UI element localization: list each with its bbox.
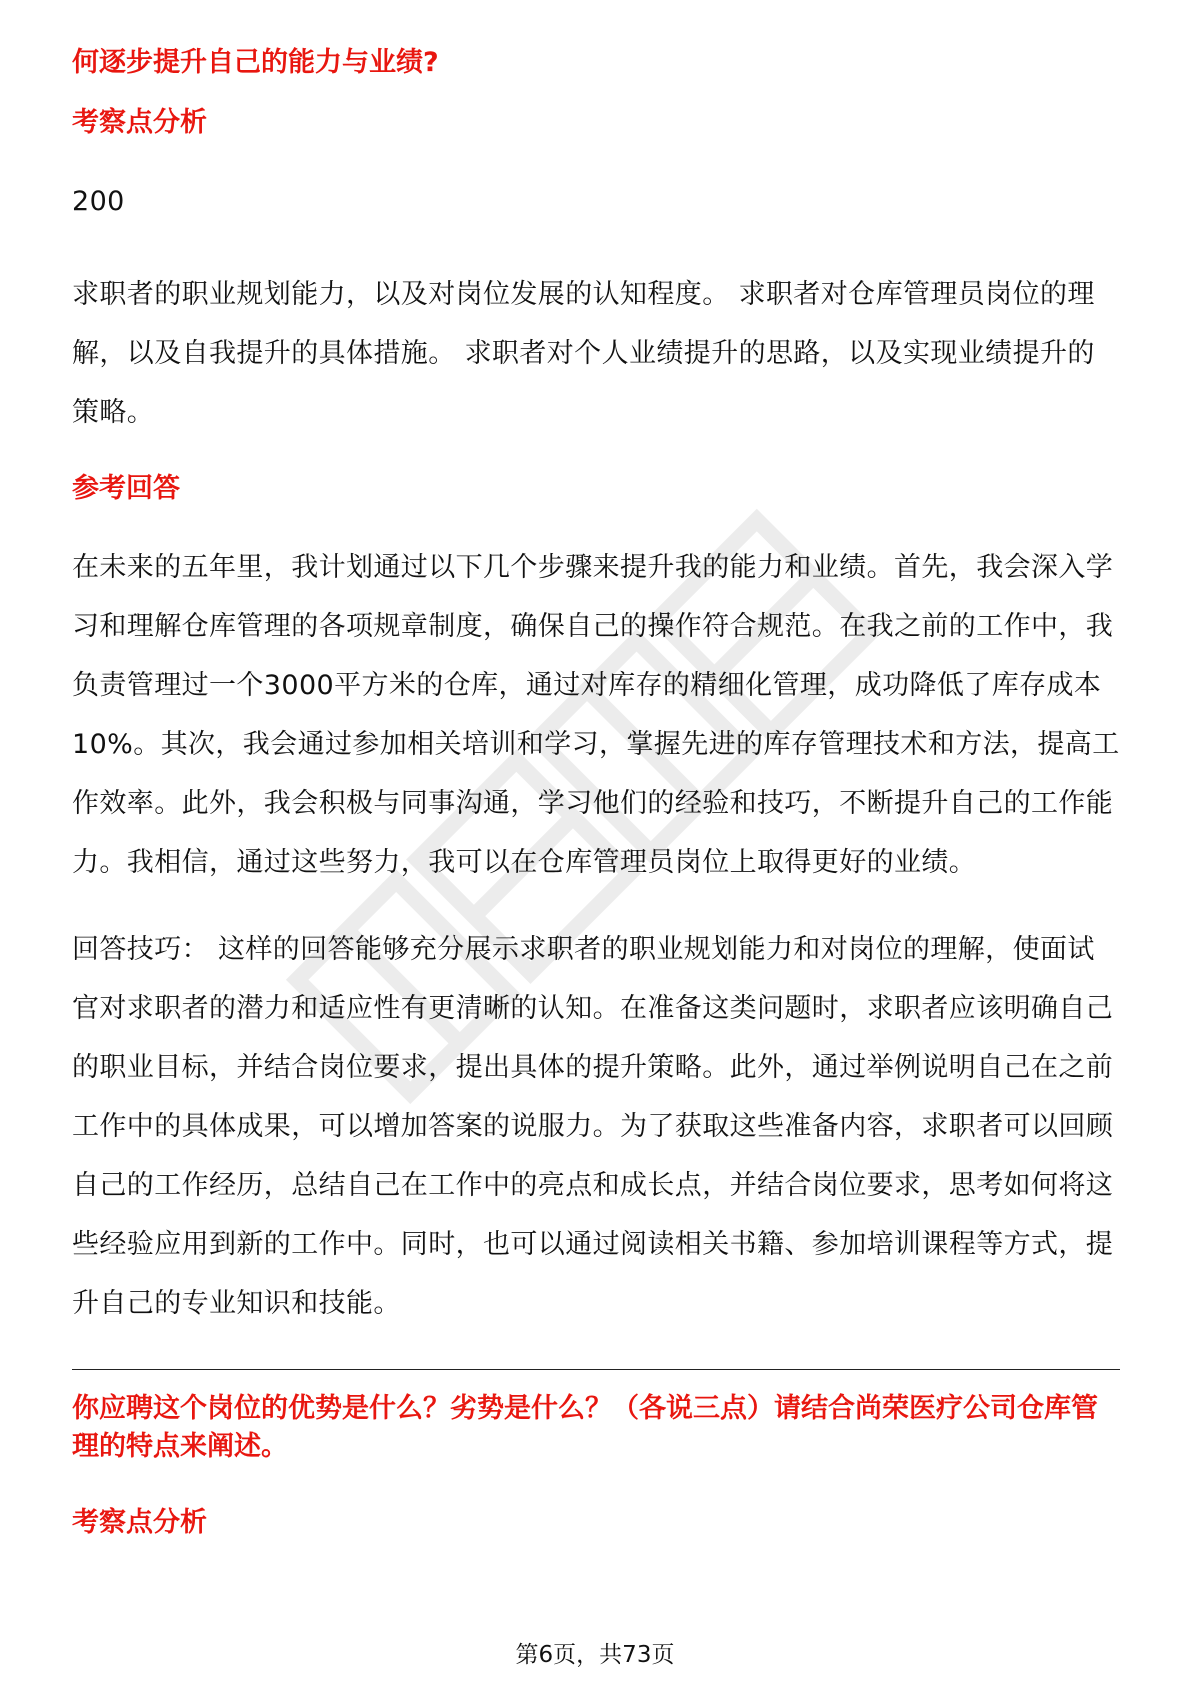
- question-2-title: 你应聘这个岗位的优势是什么？劣势是什么？（各说三点）请结合尚荣医疗公司仓库管理的特点来阐述。: [72, 1393, 1098, 1462]
- analysis-heading-2: 考察点分析: [72, 1507, 207, 1538]
- analysis-heading-1: 考察点分析: [72, 107, 207, 138]
- analysis-text: 求职者的职业规划能力，以及对岗位发展的认知程度。 求职者对仓库管理员岗位的理解，以及自我提升的具体措施。 求职者对个人业绩提升的思路，以及实现业绩提升的策略。: [72, 279, 1095, 428]
- tips-text: 回答技巧： 这样的回答能够充分展示求职者的职业规划能力和对岗位的理解，使面试官对求职者的潜力和适应性有更清晰的认知。在准备这类问题时，求职者应该明确自己的职业目标，并结合岗位要求，提出具体的提升策略。此外，通过举例说明自己在之前工作中的具体成果，可以增加答案的说服力。为了获取这些准备内容，求职者可以回顾自己的工作经历，总结自己在工作中的亮点和成长点，并结合岗位要求，思考如何将这些经验应用到新的工作中。同时，也可以通过阅读相关书籍、参加培训课程等方式，提升自己的专业知识和技能。: [72, 934, 1114, 1319]
- answer-text: 在未来的五年里，我计划通过以下几个步骤来提升我的能力和业绩。首先，我会深入学习和理解仓库管理的各项规章制度，确保自己的操作符合规范。在我之前的工作中，我负责管理过一个3000平方米的仓库，通过对库存的精细化管理，成功降低了库存成本10%。其次，我会通过参加相关培训和学习，掌握先进的库存管理技术和方法，提高工作效率。此外，我会积极与同事沟通，学习他们的经验和技巧，不断提升自己的工作能力。我相信，通过这些努力，我可以在仓库管理员岗位上取得更好的业绩。: [72, 552, 1120, 878]
- analysis-number: 200: [72, 186, 125, 217]
- document-body: [72, 44, 1120, 1542]
- section-divider: [72, 1369, 1120, 1370]
- page-footer: 第6页，共73页: [515, 1642, 675, 1668]
- answer-heading: 参考回答: [72, 473, 180, 504]
- question-1-title: 何逐步提升自己的能力与业绩?: [72, 47, 439, 78]
